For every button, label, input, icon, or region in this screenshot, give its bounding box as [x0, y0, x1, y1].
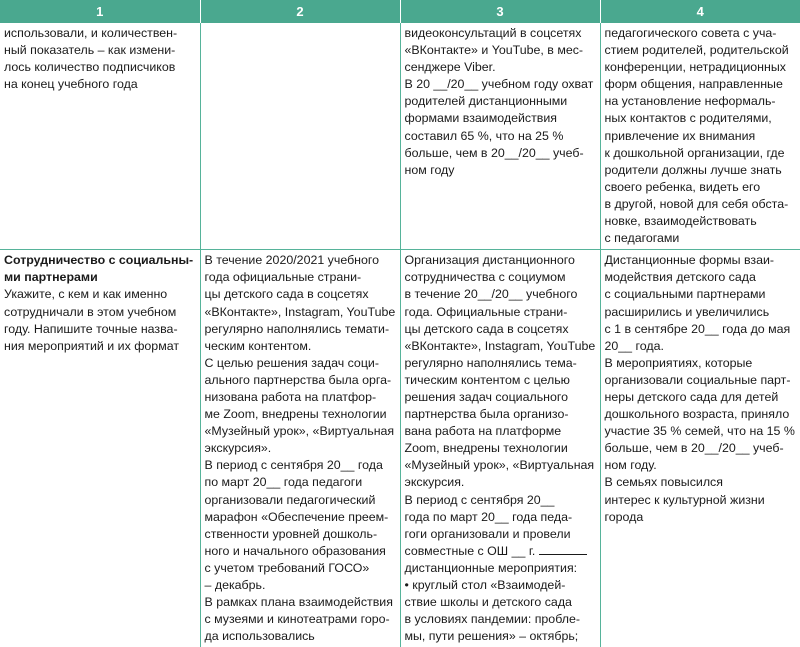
text-line: • круглый стол «Взаимодей-	[404, 578, 566, 592]
text-line: видеоконсультаций в соцсетях	[404, 26, 582, 40]
text-line: да использовались	[204, 629, 315, 644]
row2-col3-cell	[400, 250, 600, 647]
text-line: В течение 2020/2021 учебного	[204, 253, 380, 268]
row2-col4-cell	[600, 250, 800, 647]
text-line: В мероприятиях, которые	[604, 355, 753, 370]
text-line: неры детского сада для детей	[604, 389, 779, 404]
text-line: Zoom, внедрены технологии	[404, 441, 568, 456]
text-line: Дистанционные формы взаи-	[604, 253, 775, 268]
text-line: дистанционные мероприятия:	[404, 560, 578, 575]
text-line: 20__ года.	[604, 338, 664, 353]
text-line: Организация дистанционного	[404, 253, 575, 268]
row1-col1-cell	[0, 23, 200, 250]
text-line: В рамках плана взаимодействия	[204, 595, 393, 610]
text-line: участие 35 % семей, что на 15 %	[604, 424, 795, 439]
row1-col3-cell	[400, 23, 600, 250]
text-line: расширились и увеличились	[604, 304, 770, 319]
header-col-4: 4	[600, 0, 800, 23]
text-line: Укажите, с кем и как именно	[4, 287, 168, 302]
text-line: «Музейный урок», «Виртуальная	[404, 458, 595, 473]
text-line: с социальными партнерами	[604, 287, 766, 302]
text-line: экскурсия.	[404, 475, 465, 490]
text-line: дошкольного возраста, приняло	[604, 407, 790, 422]
text-line: своего ребенка, видеть его	[604, 179, 761, 194]
text-line: формами взаимодействия	[404, 111, 557, 126]
text-line: Сотрудничество с социальны-	[4, 253, 194, 268]
text-line: ном году.	[604, 458, 657, 473]
text-line: к дошкольной организации, где	[604, 145, 785, 160]
text-line: организовали социальные парт-	[604, 372, 791, 387]
text-line: конференции, нетрадиционных	[604, 60, 786, 75]
text-line: на установление неформаль-	[604, 94, 776, 109]
text-line: ных контактов с родителями,	[604, 111, 772, 126]
text-line: «Музейный урок», «Виртуальная	[204, 424, 395, 439]
text-line: использовали, и количествен-	[4, 26, 178, 40]
text-line: ном году	[404, 162, 455, 177]
text-line: больше, чем в 20__/20__ учеб-	[604, 441, 784, 456]
header-col-2: 2	[200, 0, 400, 23]
text-line: тическим контентом с целью	[404, 372, 570, 387]
text-line: в другой, новой для себя обста-	[604, 196, 789, 211]
text-line: с педагогами	[604, 231, 680, 246]
text-line: ствие школы и детского сада	[404, 595, 572, 610]
text-line: года. Официальные страни-	[404, 304, 568, 319]
text-line: гоги организовали и провели	[404, 526, 571, 541]
text-line: в течение 20__/20__ учебного	[404, 287, 578, 302]
text-line: экскурсия».	[204, 441, 272, 456]
text-line: сотрудничества с социумом	[404, 270, 566, 285]
header-col-1: 1	[0, 0, 200, 23]
row2-col2-cell	[200, 250, 400, 647]
text-line: ального партнерства была орга-	[204, 372, 392, 387]
text-line: низована работа на платфор-	[204, 389, 377, 404]
text-line: года официальные страни-	[204, 270, 362, 285]
text-line: цы детского сада в соцсетях	[404, 321, 569, 336]
text-line: в условиях пандемии: пробле-	[404, 612, 580, 627]
header-row	[0, 0, 800, 23]
text-line: ми партнерами	[4, 270, 98, 285]
text-line: больше, чем в 20__/20__ учеб-	[404, 145, 584, 160]
text-line: новке, взаимодействовать	[604, 214, 757, 229]
text-line: – декабрь.	[204, 578, 266, 592]
text-line: ный показатель – как измени-	[4, 43, 176, 58]
text-line: сотрудничали в этом учебном	[4, 304, 177, 319]
text-line: цы детского сада в соцсетях	[204, 287, 369, 302]
text-line: интерес к культурной жизни	[604, 492, 765, 507]
text-line: родителей дистанционными	[404, 94, 568, 109]
text-line: «ВКонтакте», Instagram, YouTube	[204, 304, 396, 319]
text-line: вана работа на платформе	[404, 424, 562, 439]
text-line: марафон «Обеспечение преем-	[204, 509, 389, 524]
text-line: педагогического совета с уча-	[604, 26, 777, 40]
text-line: составил 65 %, что на 25 %	[404, 128, 564, 143]
text-line: организовали педагогический	[204, 492, 376, 507]
table-row	[0, 250, 800, 647]
text-line: «ВКонтакте», Instagram, YouTube	[404, 338, 596, 353]
text-line: по март 20__ года педагоги	[204, 475, 363, 490]
text-line: года по март 20__ года педа-	[404, 509, 573, 524]
text-line: города	[604, 509, 644, 524]
text-line: на конец учебного года	[4, 77, 138, 92]
text-line: с 1 в сентябре 20__ года до мая	[604, 321, 791, 336]
text-line: С целью решения задач соци-	[204, 355, 379, 370]
text-line: ного и начального образования	[204, 543, 386, 558]
row1-col2-cell	[200, 23, 400, 250]
fill-in-blank	[539, 543, 587, 555]
text-line: ческим контентом.	[204, 338, 312, 353]
text-line: ния мероприятий и их формат	[4, 338, 180, 353]
text-line: модействия детского сада	[604, 270, 756, 285]
text-line: с учетом требований ГОСО»	[204, 560, 370, 575]
text-line: родители должны лучше знать	[604, 162, 782, 177]
text-line: «ВКонтакте» и YouTube, в мес-	[404, 43, 584, 58]
text-line: ственности уровней дошколь-	[204, 526, 378, 541]
text-line: стием родителей, родительской	[604, 43, 789, 58]
text-line: мы, пути решения» – октябрь;	[404, 629, 579, 644]
text-line: совместные с ОШ __ г.	[405, 543, 597, 560]
text-line: с музеями и кинотеатрами горо-	[204, 612, 390, 627]
text-line: ме Zoom, внедрены технологии	[204, 407, 387, 422]
text-line: В семьях повысился	[604, 475, 723, 490]
text-line: решения задач социального	[404, 389, 569, 404]
header-col-3: 3	[400, 0, 600, 23]
text-line: партнерства была организо-	[404, 407, 569, 422]
text-line: форм общения, направленные	[604, 77, 783, 92]
table-row	[0, 23, 800, 250]
text-line: В 20 __/20__ учебном году охват	[404, 77, 594, 92]
row1-col4-cell	[600, 23, 800, 250]
row2-col1-cell	[0, 250, 200, 647]
text-line: привлечение их внимания	[604, 128, 756, 143]
text-line: В период с сентября 20__	[404, 492, 555, 507]
text-line: году. Напишите точные назва-	[4, 321, 178, 336]
text-line: лось количество подписчиков	[4, 60, 176, 75]
text-line: В период с сентября 20__ года	[204, 458, 383, 473]
text-line: регулярно наполнялись тема-	[404, 355, 577, 370]
text-line: сенджере Viber.	[404, 60, 496, 75]
text-line: регулярно наполнялись темати-	[204, 321, 390, 336]
